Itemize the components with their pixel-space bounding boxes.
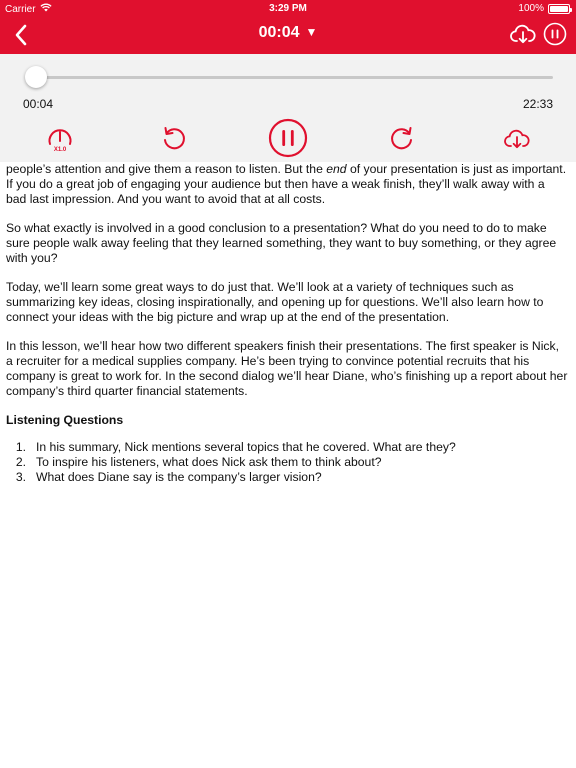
lesson-content [6, 162, 568, 485]
list-item [6, 455, 568, 470]
list-item [6, 470, 568, 485]
offline-download-button[interactable] [502, 125, 532, 153]
play-pause-button[interactable] [268, 118, 308, 158]
question-text: In his summary, Nick mentions several topics that he covered. What are they? [36, 440, 456, 454]
progress-slider[interactable] [34, 76, 553, 79]
pause-circle-icon [543, 22, 567, 46]
caret-down-icon: ▼ [305, 25, 318, 39]
audio-player [0, 54, 576, 162]
questions-list [6, 440, 568, 485]
rewind-button[interactable] [159, 123, 189, 153]
speedometer-icon [45, 124, 75, 154]
battery-percent: 100% [518, 3, 544, 14]
cloud-download-icon [510, 23, 536, 45]
speed-label: X1.0 [53, 147, 67, 153]
question-text: To inspire his listeners, what does Nick ask them to think about? [36, 455, 382, 469]
list-item [6, 440, 568, 455]
nav-actions [510, 21, 568, 47]
paragraph-conclusion: So what exactly is involved in a good conclusion to a presentation? What do you need to do to make sure people walk away feeling that they learned something, they want to buy something, or they agree with you? [6, 221, 557, 265]
status-bar [0, 0, 576, 17]
battery-icon [548, 4, 570, 14]
cloud-download-icon [504, 128, 530, 150]
total-time: 22:33 [522, 97, 553, 111]
questions-heading: Listening Questions [6, 413, 124, 427]
emphasis-text: end [326, 162, 347, 176]
question-text: What does Diane say is the company’s larger vision? [36, 470, 322, 484]
pause-button-header[interactable] [542, 21, 568, 47]
carrier-label: Carrier [5, 3, 36, 15]
playback-controls [0, 118, 576, 158]
progress-thumb[interactable] [25, 66, 47, 88]
navigation-bar [0, 17, 576, 54]
elapsed-time: 00:04 [23, 97, 54, 111]
pause-circle-icon [268, 118, 308, 158]
forward-button[interactable] [387, 123, 417, 153]
status-time: 3:29 PM [269, 3, 307, 14]
list-number: 2. [15, 455, 26, 469]
forward-icon [388, 124, 416, 152]
paragraph-today: Today, we’ll learn some great ways to do just that. We’ll look at a variety of techniques such as summarizing key ideas, closing inspirationally, and opening up for questions. We’ll also learn how to connect your ideas with the big picture and wrap up at the end of the presentation. [6, 280, 544, 324]
track-title-dropdown[interactable] [0, 24, 576, 42]
speed-button[interactable] [45, 124, 75, 154]
paragraph-text: people’s attention and give them a reason to listen. But the [6, 162, 327, 176]
paragraph-intro-end [6, 162, 568, 207]
paragraph-lesson: In this lesson, we’ll hear how two different speakers finish their presentations. The first speaker is Nick, a recruiter for a medical supplies company. He’s been trying to convince potential recruits that his company is great to work for. In the second dialog we’ll hear Diane, who’s finishing up a report about her company’s third quarter financial statements. [6, 339, 568, 398]
list-number: 3. [15, 470, 26, 484]
current-time-title: 00:04 [258, 24, 300, 41]
download-button[interactable] [510, 21, 536, 47]
rewind-icon [160, 124, 188, 152]
paragraph-text: of your presentation is just as important. If you do a great job of engaging your audience but then have a weak finish, they’ll walk away with a bad last impression. And you want to avoid that at all costs. [6, 162, 567, 206]
list-number: 1. [15, 440, 26, 454]
status-right [518, 3, 570, 14]
app-header [0, 0, 576, 54]
